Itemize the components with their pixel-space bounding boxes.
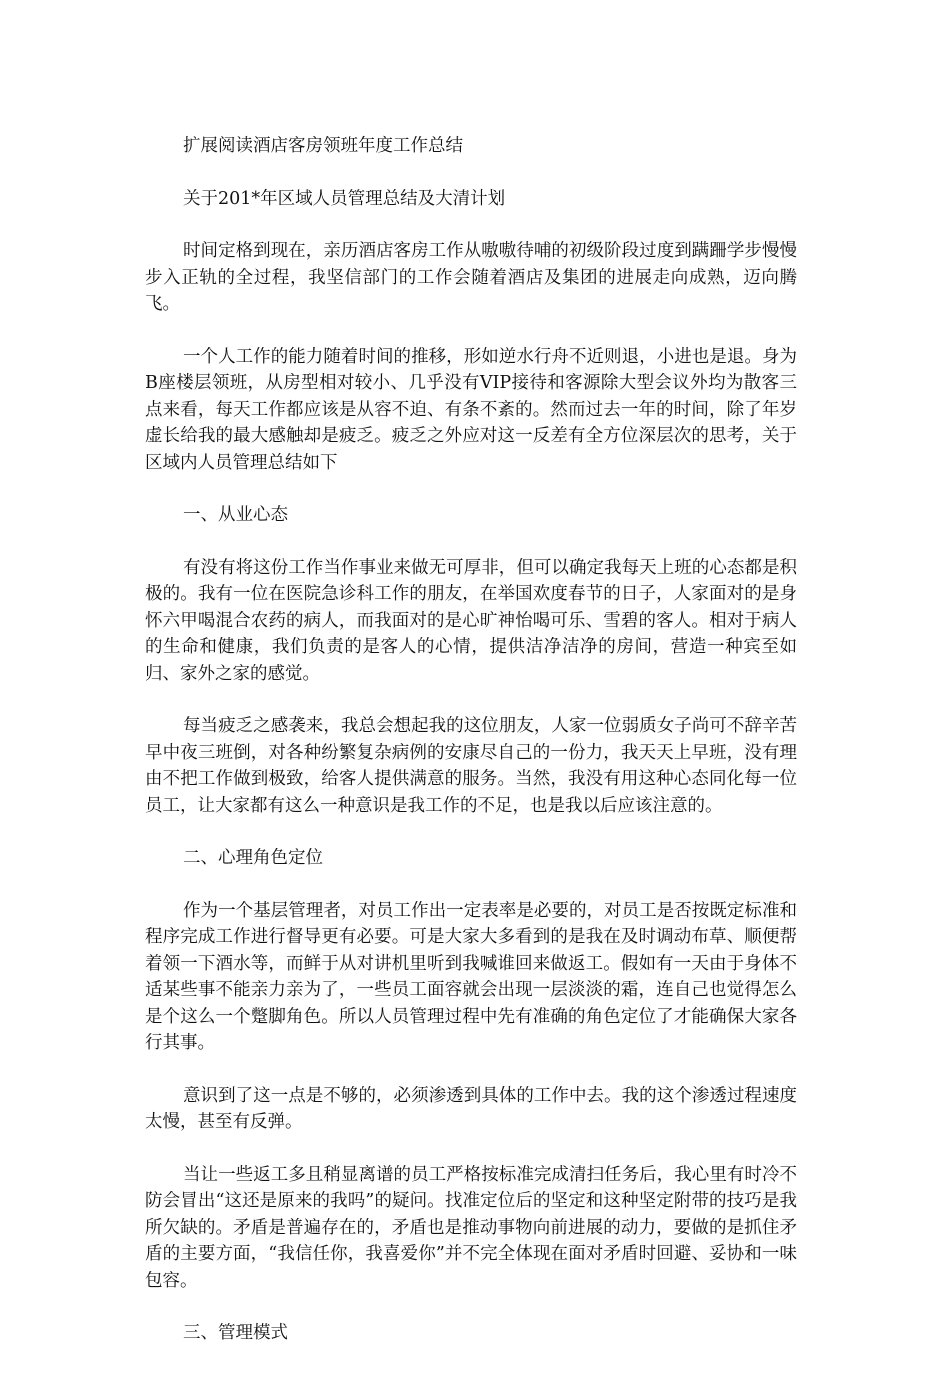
paragraph-intro: 时间定格到现在，亲历酒店客房工作从嗷嗷待哺的初级阶段过度到蹒跚学步慢慢步入正轨的全过程，我坚信部门的工作会随着酒店及集团的进展走向成熟，迈向腾飞。 [145, 241, 797, 314]
paragraph-section-1-a: 有没有将这份工作当作事业来做无可厚非，但可以确定我每天上班的心态都是积极的。我有一位在医院急诊科工作的朋友，在举国欢度春节的日子，人家面对的是身怀六甲喝混合农药的病人，而我面对的是心旷神怡喝可乐、雪碧的客人。相对于病人的生命和健康，我们负责的是客人的心情，提供洁净洁净的房间，营造一种宾至如归、家外之家的感觉。 [145, 557, 797, 684]
paragraph-section-2-a: 作为一个基层管理者，对员工作出一定表率是必要的，对员工是否按既定标准和程序完成工作进行督导更有必要。可是大家大多看到的是我在及时调动布草、顺便帮着领一下酒水等，而鲜于从对讲机里听到我喊谁回来做返工。假如有一天由于身体不适某些事不能亲力亲为了，一些员工面容就会出现一层淡淡的霜，连自己也觉得怎么是个这么一个蹩脚角色。所以人员管理过程中先有准确的角色定位了才能确保大家各行其事。 [145, 900, 797, 1053]
paragraph-section-2-b: 意识到了这一点是不够的，必须渗透到具体的工作中去。我的这个渗透过程速度太慢，甚至有反弹。 [145, 1085, 797, 1132]
document-title: 扩展阅读酒店客房领班年度工作总结 [183, 136, 463, 156]
document-subtitle: 关于201*年区域人员管理总结及大清计划 [183, 188, 506, 209]
section-heading-3: 三、管理模式 [183, 1323, 288, 1343]
section-heading-1: 一、从业心态 [183, 505, 288, 525]
document-body [145, 133, 797, 1373]
paragraph-section-1-b: 每当疲乏之感袭来，我总会想起我的这位朋友，人家一位弱质女子尚可不辞辛苦早中夜三班倒，对各种纷繁复杂病例的安康尽自己的一份力，我天天上早班，没有理由不把工作做到极致，给客人提供满意的服务。当然，我没有用这种心态同化每一位员工，让大家都有这么一种意识是我工作的不足，也是我以后应该注意的。 [145, 716, 797, 816]
section-heading-2: 二、心理角色定位 [183, 848, 323, 868]
paragraph-section-2-c: 当让一些返工多且稍显离谱的员工严格按标准完成清扫任务后，我心里有时冷不防会冒出“这还是原来的我吗”的疑问。找准定位后的坚定和这种坚定附带的技巧是我所欠缺的。矛盾是普遍存在的，矛盾也是推动事物向前进展的动力，要做的是抓住矛盾的主要方面，“我信任你，我喜爱你”并不完全体现在面对矛盾时回避、妥协和一味包容。 [145, 1164, 797, 1291]
paragraph-overview: 一个人工作的能力随着时间的推移，形如逆水行舟不近则退，小进也是退。身为B座楼层领班，从房型相对较小、几乎没有VIP接待和客源除大型会议外均为散客三点来看，每天工作都应该是从容不迫、有条不紊的。然而过去一年的时间，除了年岁虚长给我的最大感触却是疲乏。疲乏之外应对这一反差有全方位深层次的思考，关于区域内人员管理总结如下 [145, 346, 797, 473]
